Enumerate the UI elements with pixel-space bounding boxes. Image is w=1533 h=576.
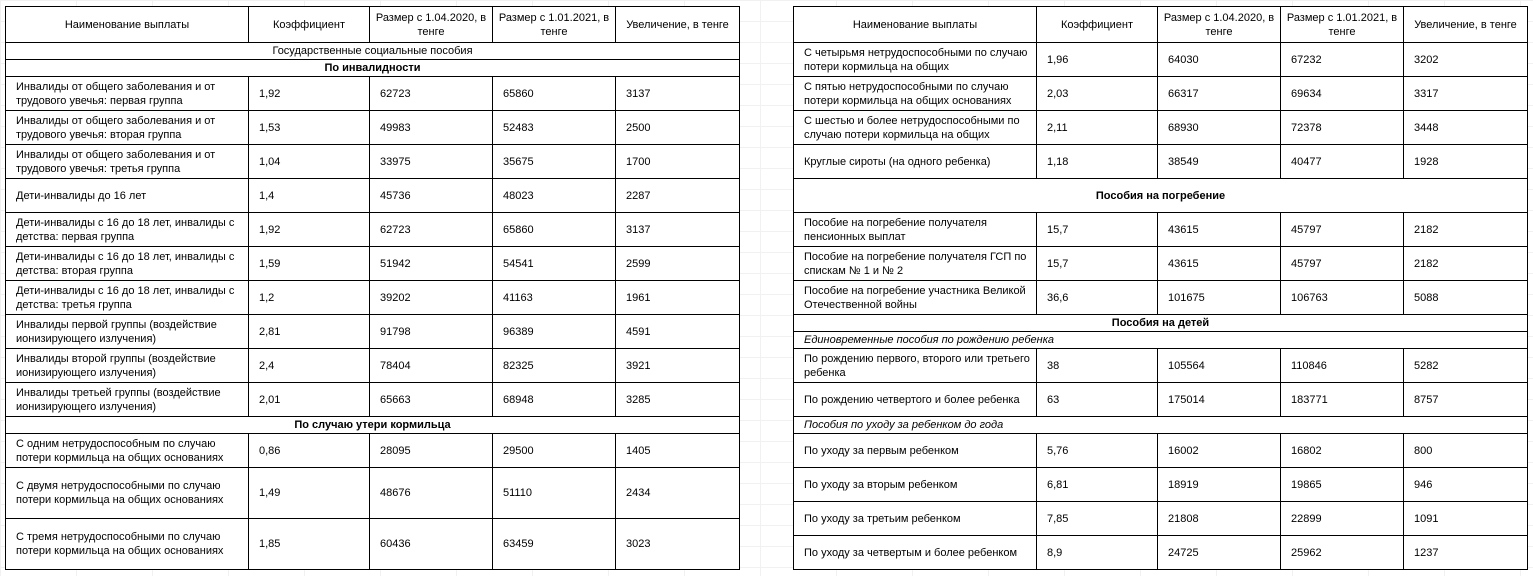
group-burial-row: [794, 179, 1528, 213]
header-coef: Коэффициент: [249, 7, 370, 43]
row-increase: 2182: [1404, 213, 1528, 247]
row-size-2020: 38549: [1158, 145, 1281, 179]
row-name: Инвалиды от общего заболевания и от трудового увечья: вторая группа: [6, 111, 249, 145]
table-row: [794, 434, 1528, 468]
row-coef: 1,04: [249, 145, 370, 179]
row-name: Инвалиды от общего заболевания и от трудового увечья: первая группа: [6, 77, 249, 111]
row-size-2020: 91798: [370, 315, 493, 349]
table-row: [794, 111, 1528, 145]
table-row: [794, 281, 1528, 315]
table-row: [794, 468, 1528, 502]
group-burial: Пособия на погребение: [794, 179, 1528, 213]
row-increase: 8757: [1404, 383, 1528, 417]
row-size-2021: 29500: [493, 434, 616, 468]
row-increase: 1405: [616, 434, 740, 468]
table-row: [794, 77, 1528, 111]
row-size-2020: 39202: [370, 281, 493, 315]
row-name: Дети-инвалиды с 16 до 18 лет, инвалиды с детства: третья группа: [6, 281, 249, 315]
row-size-2021: 82325: [493, 349, 616, 383]
section-state-benefits: Государственные социальные пособия: [6, 43, 740, 60]
row-size-2021: 110846: [1281, 349, 1404, 383]
row-size-2021: 52483: [493, 111, 616, 145]
row-size-2021: 65860: [493, 213, 616, 247]
subgroup-care: Пособия по уходу за ребенком до года: [794, 417, 1528, 434]
row-name: С двумя нетрудоспособными по случаю потери кормильца на общих основаниях: [6, 468, 249, 519]
row-name: По рождению первого, второго или третьего ребенка: [794, 349, 1037, 383]
row-coef: 1,96: [1037, 43, 1158, 77]
table-row: [794, 43, 1528, 77]
row-name: Дети-инвалиды до 16 лет: [6, 179, 249, 213]
row-coef: 63: [1037, 383, 1158, 417]
row-name: По уходу за четвертым и более ребенком: [794, 536, 1037, 570]
row-name: Пособие на погребение получателя ГСП по спискам № 1 и № 2: [794, 247, 1037, 281]
row-coef: 6,81: [1037, 468, 1158, 502]
row-coef: 1,59: [249, 247, 370, 281]
header-size-2020: Размер с 1.04.2020, в тенге: [1158, 7, 1281, 43]
row-size-2021: 68948: [493, 383, 616, 417]
row-increase: 1237: [1404, 536, 1528, 570]
row-size-2020: 62723: [370, 213, 493, 247]
row-size-2020: 16002: [1158, 434, 1281, 468]
row-coef: 1,4: [249, 179, 370, 213]
row-size-2021: 19865: [1281, 468, 1404, 502]
row-name: Инвалиды от общего заболевания и от трудового увечья: третья группа: [6, 145, 249, 179]
table-row: [6, 468, 740, 519]
row-name: По уходу за третьим ребенком: [794, 502, 1037, 536]
header-name: Наименование выплаты: [6, 7, 249, 43]
row-size-2020: 64030: [1158, 43, 1281, 77]
table-row: [794, 247, 1528, 281]
right-benefits-table: [793, 6, 1528, 570]
table-row: [6, 281, 740, 315]
table-row: [794, 145, 1528, 179]
row-size-2020: 45736: [370, 179, 493, 213]
row-size-2020: 18919: [1158, 468, 1281, 502]
subgroup-birth-row: [794, 332, 1528, 349]
table-row: [6, 247, 740, 281]
header-size-2021: Размер с 1.01.2021, в тенге: [1281, 7, 1404, 43]
row-coef: 1,85: [249, 519, 370, 570]
row-increase: 3448: [1404, 111, 1528, 145]
group-survivor-row: [6, 417, 740, 434]
row-increase: 1700: [616, 145, 740, 179]
subgroup-birth: Единовременные пособия по рождению ребенка: [794, 332, 1528, 349]
header-name: Наименование выплаты: [794, 7, 1037, 43]
row-size-2021: 69634: [1281, 77, 1404, 111]
table-row: [6, 434, 740, 468]
table-row: [6, 145, 740, 179]
row-increase: 3137: [616, 77, 740, 111]
row-increase: 3202: [1404, 43, 1528, 77]
row-name: С шестью и более нетрудоспособными по случаю потери кормильца на общих: [794, 111, 1037, 145]
row-increase: 2434: [616, 468, 740, 519]
group-children-row: [794, 315, 1528, 332]
row-size-2020: 43615: [1158, 213, 1281, 247]
row-size-2021: 41163: [493, 281, 616, 315]
row-increase: 3921: [616, 349, 740, 383]
row-size-2020: 33975: [370, 145, 493, 179]
row-name: С одним нетрудоспособным по случаю потери кормильца на общих основаниях: [6, 434, 249, 468]
row-name: Дети-инвалиды с 16 до 18 лет, инвалиды с детства: вторая группа: [6, 247, 249, 281]
row-coef: 1,92: [249, 77, 370, 111]
row-size-2020: 105564: [1158, 349, 1281, 383]
table-row: [794, 383, 1528, 417]
row-size-2021: 63459: [493, 519, 616, 570]
row-increase: 1928: [1404, 145, 1528, 179]
row-coef: 1,18: [1037, 145, 1158, 179]
table-row: [6, 519, 740, 570]
row-name: С пятью нетрудоспособными по случаю потери кормильца на общих основаниях: [794, 77, 1037, 111]
left-header-row: [6, 7, 740, 43]
row-increase: 3023: [616, 519, 740, 570]
row-name: Пособие на погребение участника Великой Отечественной войны: [794, 281, 1037, 315]
row-coef: 1,49: [249, 468, 370, 519]
table-row: [6, 111, 740, 145]
row-coef: 1,53: [249, 111, 370, 145]
row-name: С тремя нетрудоспособными по случаю потери кормильца на общих основаниях: [6, 519, 249, 570]
row-coef: 7,85: [1037, 502, 1158, 536]
table-row: [6, 349, 740, 383]
row-size-2021: 106763: [1281, 281, 1404, 315]
row-size-2020: 49983: [370, 111, 493, 145]
row-size-2021: 25962: [1281, 536, 1404, 570]
row-increase: 2500: [616, 111, 740, 145]
row-name: По уходу за первым ребенком: [794, 434, 1037, 468]
row-increase: 5088: [1404, 281, 1528, 315]
row-size-2020: 28095: [370, 434, 493, 468]
row-coef: 15,7: [1037, 247, 1158, 281]
row-increase: 2182: [1404, 247, 1528, 281]
row-name: Инвалиды третьей группы (воздействие ионизирующего излучения): [6, 383, 249, 417]
table-row: [794, 502, 1528, 536]
right-header-row: [794, 7, 1528, 43]
row-increase: 5282: [1404, 349, 1528, 383]
row-increase: 800: [1404, 434, 1528, 468]
row-size-2020: 51942: [370, 247, 493, 281]
row-coef: 2,4: [249, 349, 370, 383]
subgroup-care-row: [794, 417, 1528, 434]
row-size-2020: 21808: [1158, 502, 1281, 536]
row-size-2021: 54541: [493, 247, 616, 281]
row-size-2020: 24725: [1158, 536, 1281, 570]
row-increase: 4591: [616, 315, 740, 349]
row-size-2021: 72378: [1281, 111, 1404, 145]
row-increase: 3285: [616, 383, 740, 417]
table-row: [794, 349, 1528, 383]
left-benefits-table: [5, 6, 740, 570]
row-coef: 38: [1037, 349, 1158, 383]
row-size-2020: 48676: [370, 468, 493, 519]
row-size-2020: 78404: [370, 349, 493, 383]
row-name: Дети-инвалиды с 16 до 18 лет, инвалиды с детства: первая группа: [6, 213, 249, 247]
group-disability-row: [6, 60, 740, 77]
group-disability: По инвалидности: [6, 60, 740, 77]
row-increase: 2599: [616, 247, 740, 281]
row-coef: 2,03: [1037, 77, 1158, 111]
row-coef: 2,11: [1037, 111, 1158, 145]
row-size-2021: 45797: [1281, 247, 1404, 281]
row-increase: 2287: [616, 179, 740, 213]
row-size-2020: 68930: [1158, 111, 1281, 145]
table-row: [794, 213, 1528, 247]
table-row: [794, 536, 1528, 570]
header-increase: Увеличение, в тенге: [616, 7, 740, 43]
header-coef: Коэффициент: [1037, 7, 1158, 43]
table-row: [6, 383, 740, 417]
row-size-2020: 101675: [1158, 281, 1281, 315]
row-coef: 5,76: [1037, 434, 1158, 468]
row-name: Инвалиды второй группы (воздействие ионизирующего излучения): [6, 349, 249, 383]
row-coef: 2,81: [249, 315, 370, 349]
table-row: [6, 315, 740, 349]
row-size-2021: 45797: [1281, 213, 1404, 247]
row-increase: 1091: [1404, 502, 1528, 536]
row-size-2021: 183771: [1281, 383, 1404, 417]
row-name: Пособие на погребение получателя пенсионных выплат: [794, 213, 1037, 247]
row-size-2021: 67232: [1281, 43, 1404, 77]
row-size-2021: 22899: [1281, 502, 1404, 536]
row-name: По рождению четвертого и более ребенка: [794, 383, 1037, 417]
row-size-2021: 51110: [493, 468, 616, 519]
row-coef: 1,2: [249, 281, 370, 315]
header-increase: Увеличение, в тенге: [1404, 7, 1528, 43]
row-coef: 0,86: [249, 434, 370, 468]
row-size-2021: 40477: [1281, 145, 1404, 179]
row-size-2021: 35675: [493, 145, 616, 179]
row-name: По уходу за вторым ребенком: [794, 468, 1037, 502]
row-coef: 15,7: [1037, 213, 1158, 247]
row-size-2021: 48023: [493, 179, 616, 213]
group-survivor: По случаю утери кормильца: [6, 417, 740, 434]
row-name: С четырьмя нетрудоспособными по случаю потери кормильца на общих: [794, 43, 1037, 77]
table-row: [6, 213, 740, 247]
row-size-2021: 16802: [1281, 434, 1404, 468]
header-size-2020: Размер с 1.04.2020, в тенге: [370, 7, 493, 43]
header-size-2021: Размер с 1.01.2021, в тенге: [493, 7, 616, 43]
row-coef: 8,9: [1037, 536, 1158, 570]
row-coef: 1,92: [249, 213, 370, 247]
row-increase: 3137: [616, 213, 740, 247]
row-increase: 3317: [1404, 77, 1528, 111]
row-size-2020: 65663: [370, 383, 493, 417]
section-state-benefits-row: [6, 43, 740, 60]
row-size-2020: 175014: [1158, 383, 1281, 417]
row-name: Круглые сироты (на одного ребенка): [794, 145, 1037, 179]
row-coef: 2,01: [249, 383, 370, 417]
row-size-2021: 96389: [493, 315, 616, 349]
row-size-2021: 65860: [493, 77, 616, 111]
row-size-2020: 60436: [370, 519, 493, 570]
row-coef: 36,6: [1037, 281, 1158, 315]
group-children: Пособия на детей: [794, 315, 1528, 332]
row-size-2020: 62723: [370, 77, 493, 111]
row-increase: 946: [1404, 468, 1528, 502]
row-increase: 1961: [616, 281, 740, 315]
table-row: [6, 179, 740, 213]
table-row: [6, 77, 740, 111]
row-name: Инвалиды первой группы (воздействие ионизирующего излучения): [6, 315, 249, 349]
row-size-2020: 66317: [1158, 77, 1281, 111]
row-size-2020: 43615: [1158, 247, 1281, 281]
